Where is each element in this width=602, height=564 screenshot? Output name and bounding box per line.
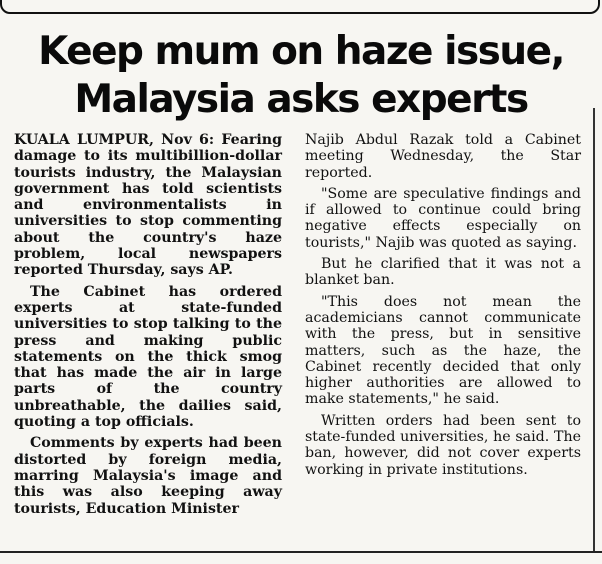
page-frame-top	[0, 0, 600, 14]
article-paragraph: "Some are speculative findings and if allowed to continue could bring negative effects especially on tourists," Najib was quoted as saying.	[305, 185, 581, 251]
article-paragraph: The Cabinet has ordered experts at state-funded universities to stop talking to the press and making public statements on the thick smog that has made the air in large parts of the country unbreathable, the dailies said, quoting a top officials.	[14, 283, 282, 431]
headline-line-2: Malaysia asks experts	[74, 77, 528, 122]
article-paragraph: Comments by experts had been distorted by foreign media, marring Malaysia's image and this was also keeping away tourists, Education Minister	[14, 435, 282, 517]
article-paragraph: But he clarified that it was not a blanket ban.	[305, 256, 581, 289]
headline	[0, 28, 602, 124]
paragraph-text: Fearing damage to its multibillion-dollar tourists industry, the Malaysian government has told scientists and environmentalists in universities to stop commenting about the country's haze problem, local newspapers reported Thursday, says AP.	[14, 132, 282, 279]
article-paragraph: "This does not mean the academicians cannot communicate with the press, but in sensitive matters, such as the haze, the Cabinet recently decided that only higher authorities are allowed to make statements," he said.	[305, 293, 581, 408]
column-rule-right	[593, 108, 595, 551]
article-column-left	[14, 132, 282, 522]
dateline: KUALA LUMPUR, Nov 6:	[14, 132, 215, 148]
bottom-rule	[0, 551, 602, 553]
article-paragraph	[14, 132, 282, 279]
article-paragraph: Written orders had been sent to state-funded universities, he said. The ban, however, did not cover experts working in private institutions.	[305, 412, 581, 478]
article-column-right	[305, 132, 581, 483]
article-paragraph: Najib Abdul Razak told a Cabinet meeting Wednesday, the Star reported.	[305, 132, 581, 181]
headline-line-1: Keep mum on haze issue,	[38, 29, 564, 74]
